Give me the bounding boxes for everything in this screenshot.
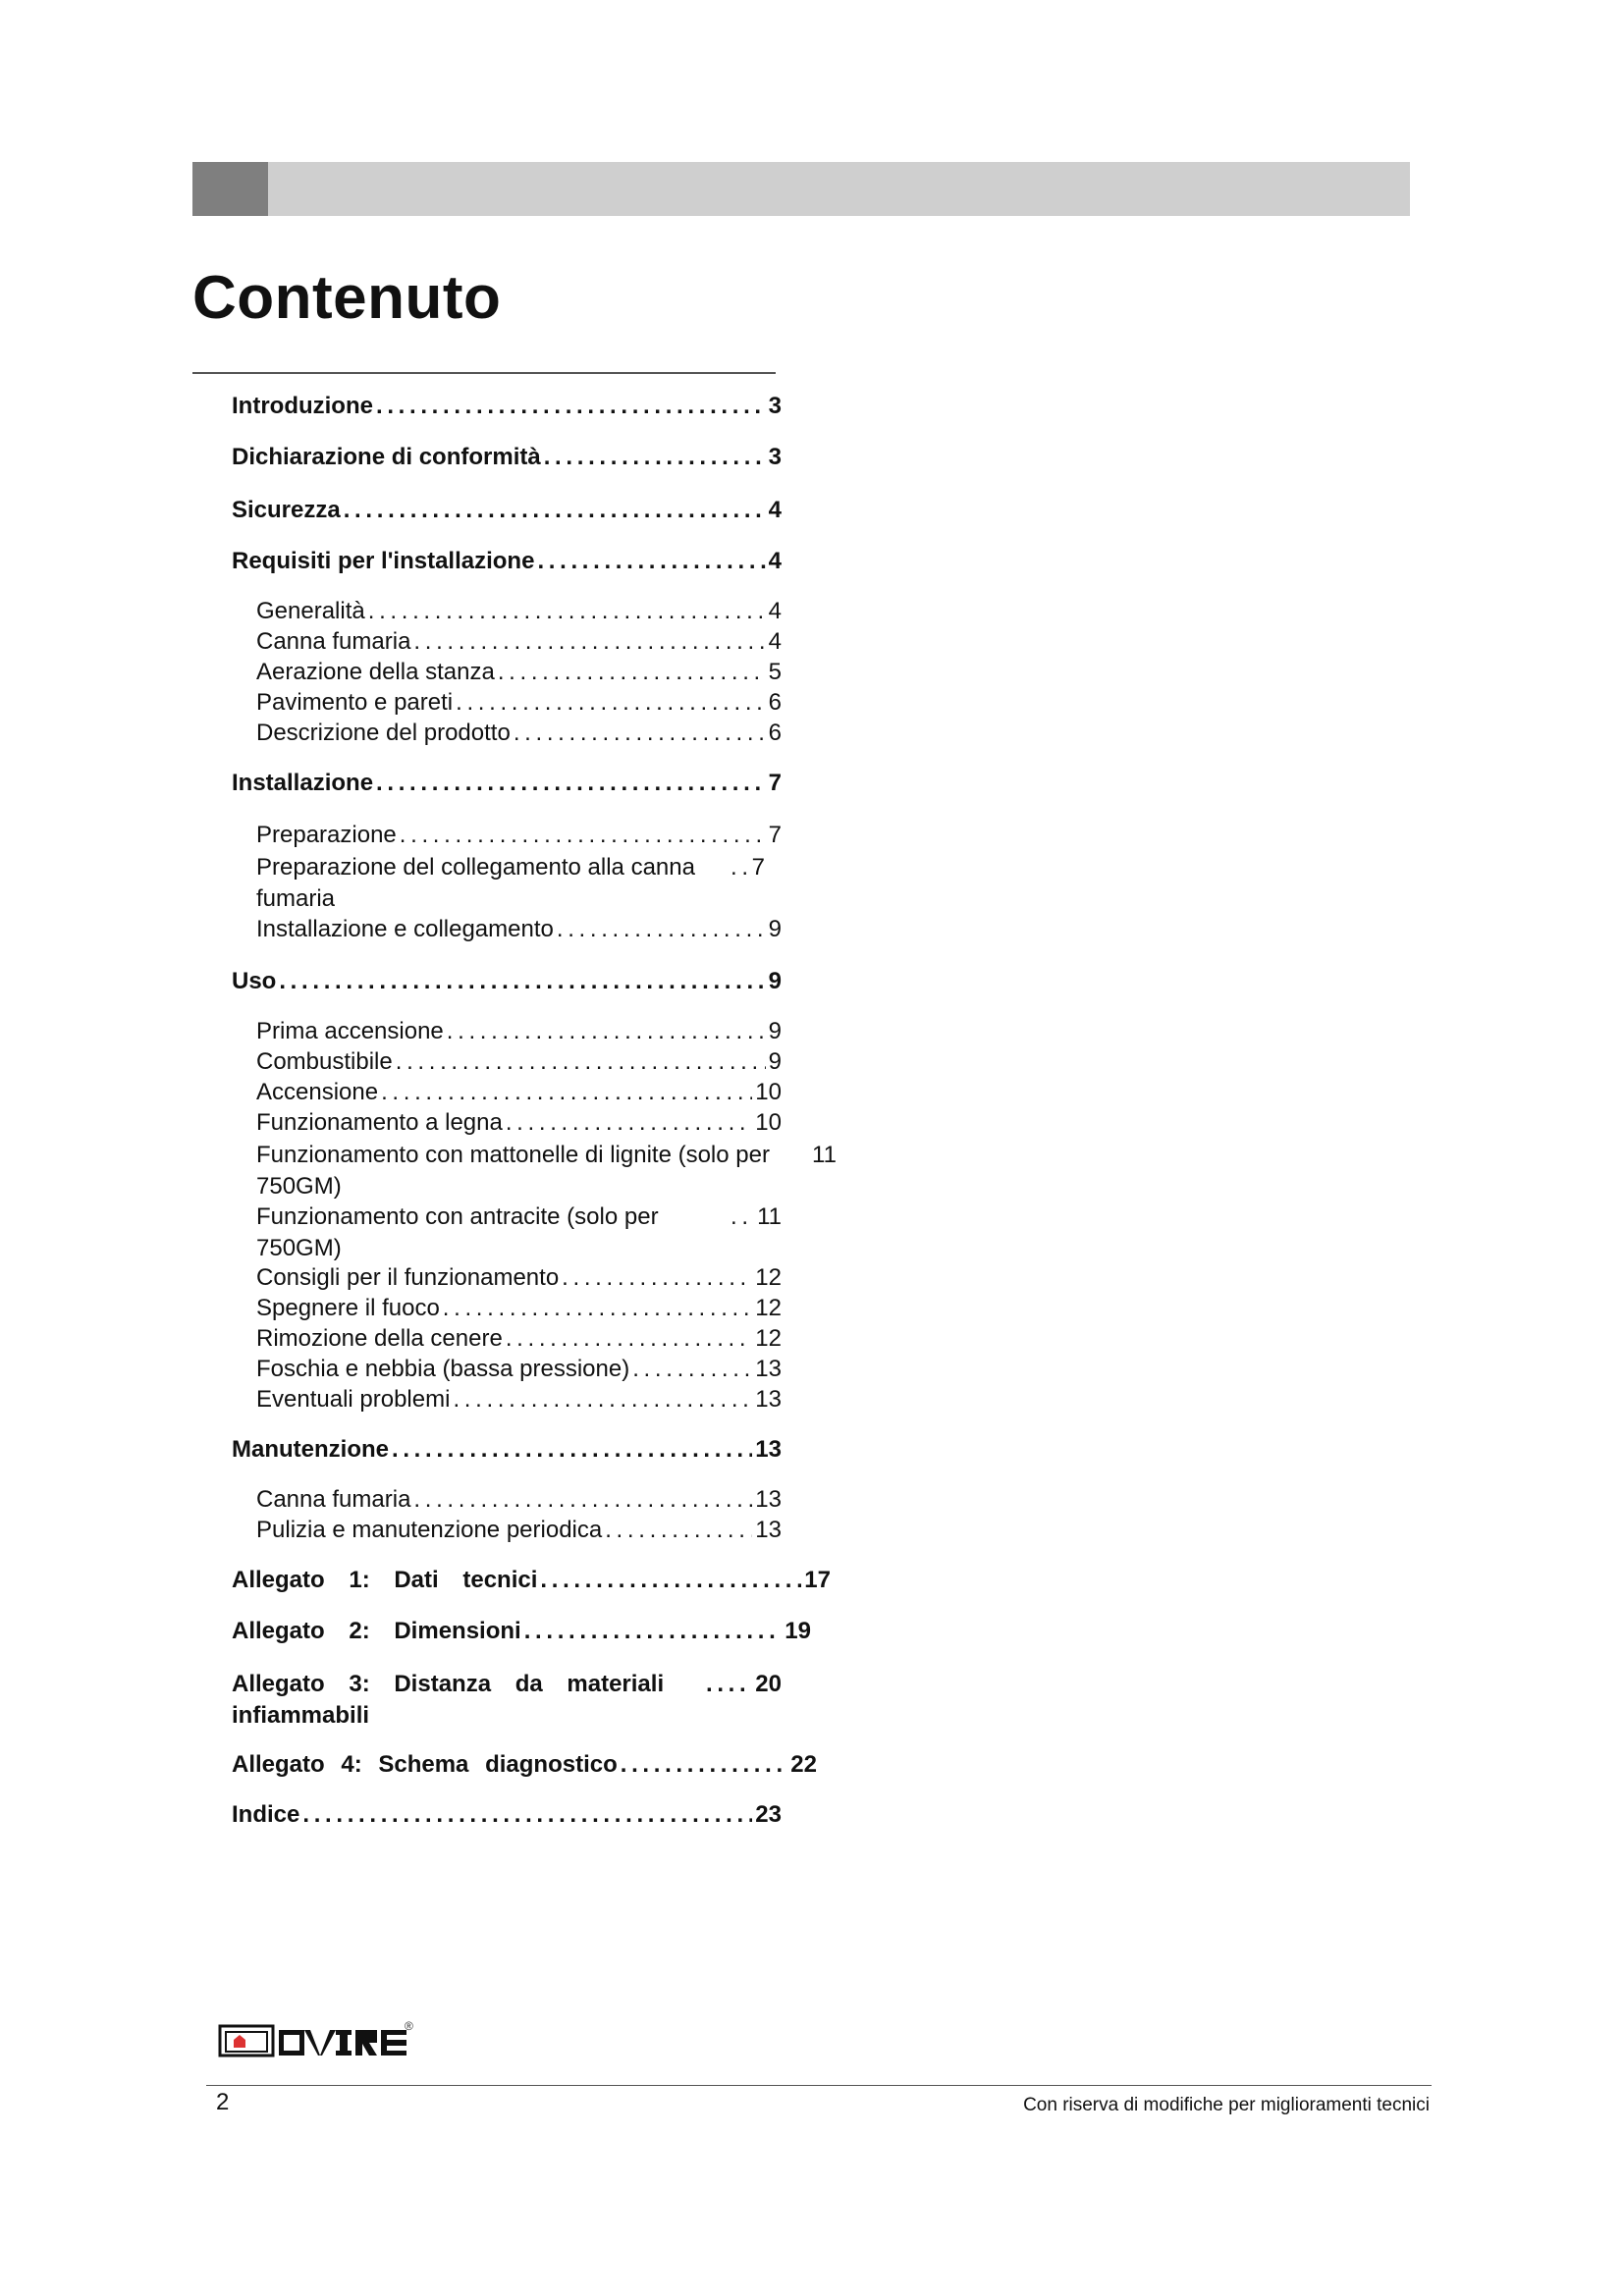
registered-mark: ® bbox=[405, 2019, 413, 2033]
leader-dots bbox=[381, 1079, 752, 1106]
leader-dots bbox=[506, 1325, 752, 1353]
toc-entry-pavimento[interactable]: Pavimento e pareti . . . 6 bbox=[256, 689, 782, 717]
leader-dots bbox=[400, 822, 766, 849]
toc-entry-accensione[interactable]: Accensione . . . 10 bbox=[256, 1079, 782, 1106]
header-accent-block bbox=[192, 162, 268, 216]
toc-entry-spegnere[interactable]: Spegnere il fuoco . . . 12 bbox=[256, 1295, 782, 1322]
leader-dots bbox=[396, 1048, 766, 1076]
toc-entry-installazione[interactable]: Installazione . . . 7 bbox=[232, 770, 782, 797]
leader-dots bbox=[537, 548, 765, 575]
toc-entry-allegato-3[interactable]: Allegato 3: Distanza da materiali infiammabili . . . 20 bbox=[232, 1669, 782, 1732]
leader-dots bbox=[524, 1618, 783, 1645]
toc-entry-preparazione-collegamento[interactable]: Preparazione del collegamento alla canna fumaria . . . 7 bbox=[256, 852, 765, 915]
toc-entry-allegato-4[interactable]: Allegato 4: Schema diagnostico . . . 22 bbox=[232, 1751, 817, 1779]
toc-entry-indice[interactable]: Indice . . . 23 bbox=[232, 1801, 782, 1829]
leader-dots bbox=[731, 854, 749, 881]
leader-dots bbox=[562, 1264, 752, 1292]
toc-entry-pulizia[interactable]: Pulizia e manutenzione periodica . . . 13 bbox=[256, 1517, 782, 1544]
leader-dots bbox=[344, 497, 766, 524]
toc-entry-allegato-1[interactable]: Allegato 1: Dati tecnici . . . 17 bbox=[232, 1567, 831, 1594]
leader-dots bbox=[302, 1801, 752, 1829]
toc-entry-aerazione[interactable]: Aerazione della stanza . . . 5 bbox=[256, 659, 782, 686]
toc-entry-allegato-2[interactable]: Allegato 2: Dimensioni . . . 19 bbox=[232, 1618, 811, 1645]
leader-dots bbox=[706, 1671, 752, 1698]
leader-dots bbox=[376, 770, 766, 797]
leader-dots bbox=[443, 1295, 753, 1322]
leader-dots bbox=[506, 1109, 752, 1137]
toc-entry-funzionamento-lignite[interactable]: Funzionamento con mattonelle di lignite (solo per 750GM) 11 bbox=[256, 1142, 837, 1200]
leader-dots bbox=[540, 1567, 801, 1594]
leader-dots bbox=[413, 628, 765, 656]
leader-dots bbox=[544, 444, 766, 471]
footer-note: Con riserva di modifiche per miglioramenti tecnici bbox=[1023, 2095, 1430, 2115]
toc-entry-eventuali-problemi[interactable]: Eventuali problemi . . . 13 bbox=[256, 1386, 782, 1414]
toc-entry-installazione-collegamento[interactable]: Installazione e collegamento . . . 9 bbox=[256, 916, 782, 943]
toc-entry-combustibile[interactable]: Combustibile . . . 9 bbox=[256, 1048, 782, 1076]
toc-entry-prima-accensione[interactable]: Prima accensione . . . 9 bbox=[256, 1018, 782, 1045]
toc-entry-uso[interactable]: Uso . . . 9 bbox=[232, 968, 782, 995]
title-divider bbox=[192, 372, 776, 374]
toc-entry-funzionamento-antracite[interactable]: Funzionamento con antracite (solo per 750GM) . . . 11 bbox=[256, 1201, 782, 1264]
toc-entry-requisiti[interactable]: Requisiti per l'installazione . . . 4 bbox=[232, 548, 782, 575]
leader-dots bbox=[376, 393, 766, 420]
leader-dots bbox=[498, 659, 766, 686]
page-title: Contenuto bbox=[192, 264, 502, 332]
leader-dots bbox=[621, 1751, 788, 1779]
toc-entry-foschia[interactable]: Foschia e nebbia (bassa pressione) . . . 13 bbox=[256, 1356, 782, 1383]
toc-entry-rimozione-cenere[interactable]: Rimozione della cenere . . . 12 bbox=[256, 1325, 782, 1353]
leader-dots bbox=[279, 968, 765, 995]
footer-divider bbox=[206, 2085, 1432, 2086]
toc-entry-generalita[interactable]: Generalità . . . 4 bbox=[256, 598, 782, 625]
leader-dots bbox=[413, 1486, 752, 1514]
dovre-logo bbox=[218, 2024, 410, 2057]
leader-dots bbox=[392, 1436, 752, 1464]
toc-entry-funzionamento-legna[interactable]: Funzionamento a legna . . . 10 bbox=[256, 1109, 782, 1137]
header-bar bbox=[192, 162, 1410, 216]
leader-dots bbox=[368, 598, 766, 625]
toc-entry-descrizione[interactable]: Descrizione del prodotto . . . 6 bbox=[256, 720, 782, 747]
leader-dots bbox=[456, 689, 766, 717]
page-number: 2 bbox=[216, 2089, 230, 2115]
leader-dots bbox=[447, 1018, 766, 1045]
toc-entry-preparazione[interactable]: Preparazione . . . 7 bbox=[256, 822, 782, 849]
toc-entry-manutenzione[interactable]: Manutenzione . . . 13 bbox=[232, 1436, 782, 1464]
toc-entry-introduzione[interactable]: Introduzione . . . 3 bbox=[232, 393, 782, 420]
toc-entry-canna-fumaria[interactable]: Canna fumaria . . . 4 bbox=[256, 628, 782, 656]
leader-dots bbox=[731, 1203, 754, 1231]
leader-dots bbox=[632, 1356, 752, 1383]
toc-entry-consigli[interactable]: Consigli per il funzionamento . . . 12 bbox=[256, 1264, 782, 1292]
toc-entry-sicurezza[interactable]: Sicurezza . . . 4 bbox=[232, 497, 782, 524]
leader-dots bbox=[453, 1386, 752, 1414]
toc-entry-canna-fumaria-manutenzione[interactable]: Canna fumaria . . . 13 bbox=[256, 1486, 782, 1514]
leader-dots bbox=[605, 1517, 752, 1544]
toc-entry-dichiarazione[interactable]: Dichiarazione di conformità . . . 3 bbox=[232, 444, 782, 471]
leader-dots bbox=[514, 720, 766, 747]
leader-dots bbox=[557, 916, 766, 943]
